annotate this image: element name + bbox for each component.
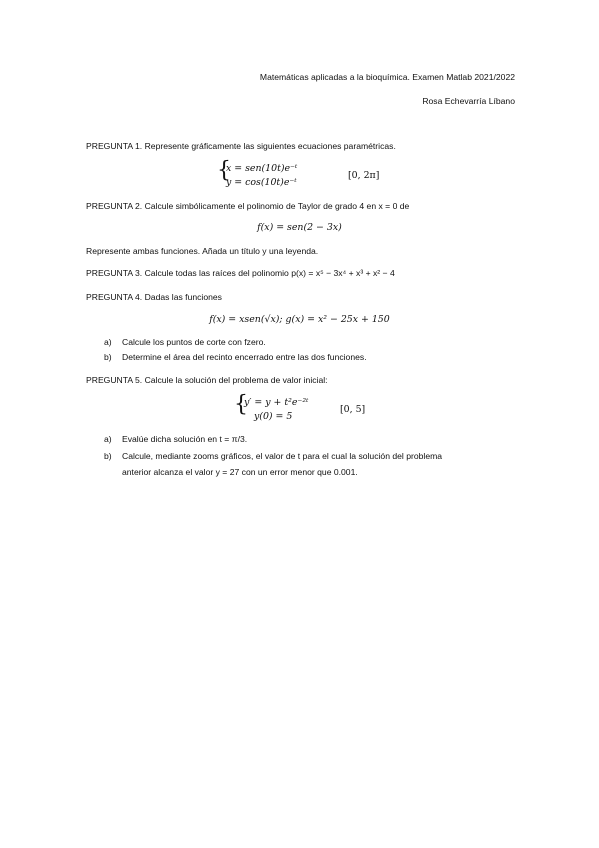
list-marker: b) [104, 451, 112, 461]
list-marker: a) [104, 434, 112, 444]
author-name: Rosa Echevarría Líbano [422, 96, 515, 106]
list-item-continuation: anterior alcanza el valor y = 27 con un error menor que 0.001. [122, 467, 358, 477]
question-2-instructions: Represente ambas funciones. Añada un título y una leyenda. [86, 246, 319, 256]
list-item: Evalúe dicha solución en t = π/3. [122, 434, 248, 444]
question-5-text: PREGUNTA 5. Calcule la solución del problema de valor inicial: [86, 375, 328, 385]
param-eq-x: x = sen(10t)e⁻ᵗ [226, 163, 298, 174]
question-2-text: PREGUNTA 2. Calcule simbólicamente el polinomio de Taylor de grado 4 en x = 0 de [86, 201, 410, 211]
list-item: Calcule los puntos de corte con fzero. [122, 337, 266, 347]
taylor-function: f(x) = sen(2 − 3x) [257, 222, 342, 233]
system-brace: { [234, 392, 248, 417]
list-item: Calcule, mediante zooms gráficos, el valor de t para el cual la solución del problema [122, 451, 443, 461]
question-3-text: PREGUNTA 3. Calcule todas las raíces del polinomio p(x) = x⁵ − 3x⁴ + x³ + x² − 4 [86, 268, 395, 278]
param-interval: [0, 2π] [348, 170, 380, 181]
functions-formula: f(x) = xsen(√x); g(x) = x² − 25x + 150 [209, 314, 390, 325]
list-item: Determine el área del recinto encerrado entre las dos funciones. [122, 352, 367, 362]
initial-condition: y(0) = 5 [254, 411, 293, 422]
ode-equation: y′ = y + t²e⁻²ᵗ [244, 397, 309, 408]
list-marker: a) [104, 337, 112, 347]
list-marker: b) [104, 352, 112, 362]
param-eq-y: y = cos(10t)e⁻ᵗ [226, 177, 297, 188]
question-4-text: PREGUNTA 4. Dadas las funciones [86, 292, 222, 302]
question-1-text: PREGUNTA 1. Represente gráficamente las siguientes ecuaciones paramétricas. [86, 141, 396, 151]
course-header: Matemáticas aplicadas a la bioquímica. Examen Matlab 2021/2022 [259, 72, 515, 82]
system-brace: { [217, 158, 231, 183]
ode-interval: [0, 5] [340, 404, 366, 415]
